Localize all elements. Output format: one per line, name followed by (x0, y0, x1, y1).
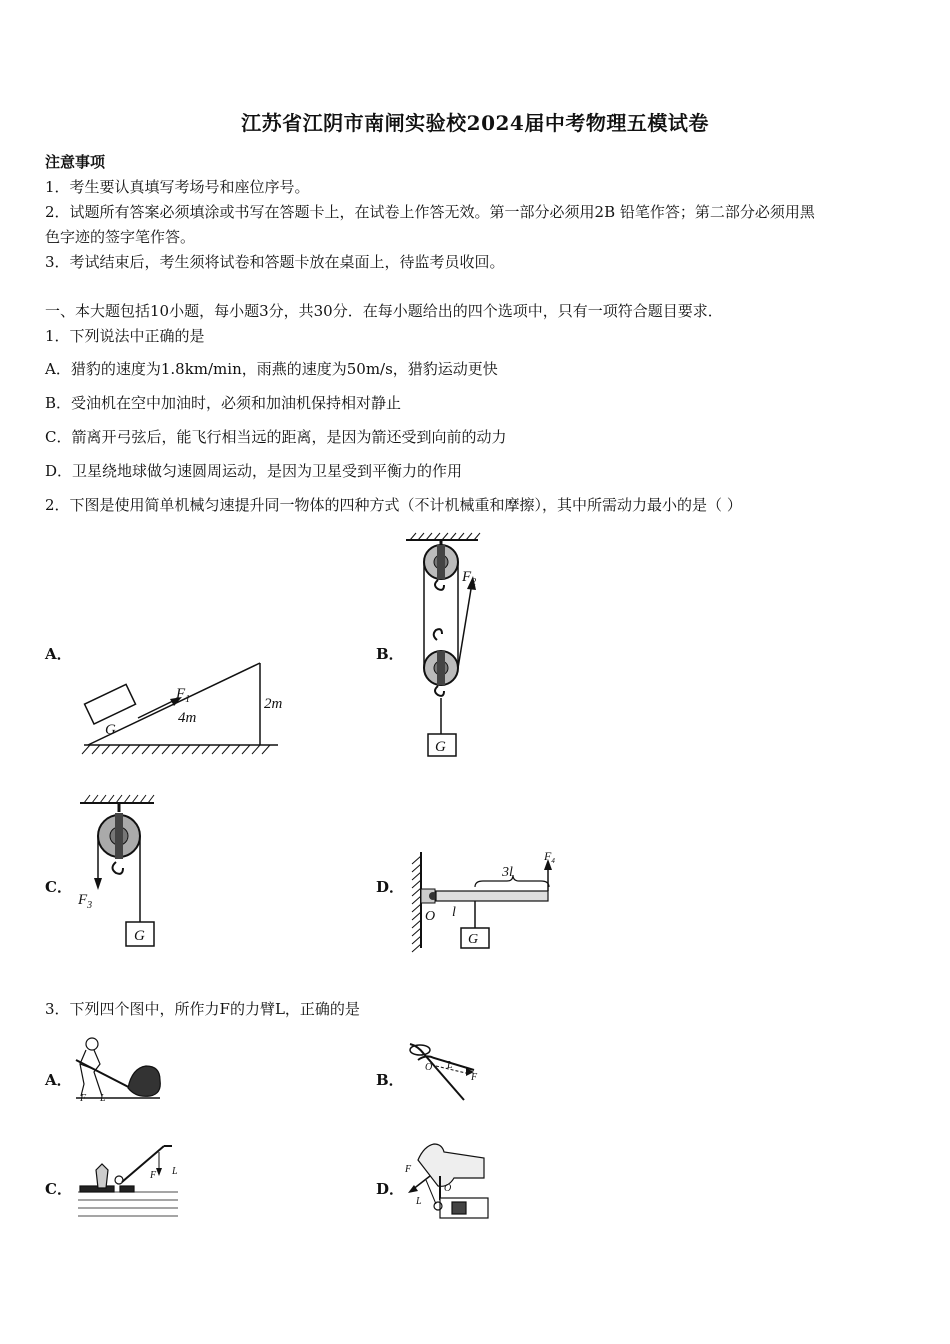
pulley-weight-label: G (435, 739, 446, 755)
q3c-force-label: F (150, 1170, 157, 1181)
lever-weight-label: G (468, 932, 479, 947)
notice-item-1: 1．考生要认真填写考场号和座位序号。 (45, 178, 310, 196)
incline-length-label: 4m (178, 710, 197, 726)
lever-force-subscript: 4 (551, 857, 555, 865)
notice-item-3: 3．考试结束后，考生须将试卷和答题卡放在桌面上，待监考员收回。 (45, 253, 505, 271)
single-pulley-force-subscript: 3 (87, 900, 93, 911)
incline-force-symbol: F (176, 686, 186, 702)
q3d-arm-label: L (416, 1196, 422, 1207)
q1-option-c: C．箭离开弓弦后，能飞行相当远的距离，是因为箭还受到向前的动力 (45, 428, 507, 446)
lever-force-symbol: F (544, 849, 552, 863)
single-pulley-weight-label: G (134, 928, 145, 944)
q2-stem: 2．下图是使用简单机械匀速提升同一物体的四种方式（不计机械重和摩擦），其中所需动力最小的是（ ） (45, 496, 742, 514)
notice-item-2: 2．试题所有答案必须填涂或书写在答题卡上，在试卷上作答无效。第一部分必须用2B 铅笔作答；第二部分必须用黑 (45, 203, 815, 221)
q1-option-a: A．猎豹的速度为1.8km/min，雨燕的速度为50m/s，猎豹运动更快 (45, 360, 498, 378)
lever-short-arm-label: l (452, 905, 456, 920)
q3-label-d: D． (376, 1180, 405, 1198)
q2-label-d: D． (376, 878, 405, 896)
q1-stem: 1．下列说法中正确的是 (45, 327, 205, 345)
q3b-pivot-label: O (425, 1062, 433, 1073)
page-title: 江苏省江阴市南闸实验校2024届中考物理五模试卷 (241, 111, 709, 135)
q3d-pivot-label: O (444, 1183, 452, 1194)
q3-label-c: C． (45, 1180, 72, 1198)
incline-weight-label: G (105, 722, 116, 738)
q3-label-b: B． (376, 1071, 404, 1089)
q2-label-a: A． (45, 645, 72, 663)
incline-height-label: 2m (264, 696, 283, 712)
q3b-force-label: F (471, 1072, 478, 1083)
lever-long-arm-label: 3l (502, 865, 513, 880)
q1-option-b: B．受油机在空中加油时，必须和加油机保持相对静止 (45, 394, 402, 412)
q3a-arm-label: L (100, 1093, 106, 1104)
q3-label-a: A． (45, 1071, 72, 1089)
q3d-force-label: F (405, 1164, 412, 1175)
q2-label-b: B． (376, 645, 404, 663)
section-heading: 一、本大题包括10小题，每小题3分，共30分．在每小题给出的四个选项中，只有一项符合题目要求． (45, 302, 723, 320)
notice-item-2-cont: 色字迹的签字笔作答。 (45, 228, 196, 246)
q1-option-d: D．卫星绕地球做匀速圆周运动，是因为卫星受到平衡力的作用 (45, 462, 463, 480)
q3a-force-label: F (80, 1093, 87, 1104)
lever-pivot-label: O (425, 909, 436, 924)
q3c-arm-label: L (172, 1166, 178, 1177)
q2-label-c: C． (45, 878, 72, 896)
q3-stem: 3．下列四个图中，所作力F的力臂L，正确的是 (45, 1000, 360, 1018)
pulley-force-symbol: F (462, 569, 472, 585)
single-pulley-force-symbol: F (78, 892, 88, 908)
incline-force-subscript: 1 (185, 694, 191, 705)
notice-heading: 注意事项 (45, 153, 106, 171)
pulley-force-subscript: 2 (471, 577, 477, 588)
q3b-arm-label: L (447, 1060, 453, 1071)
